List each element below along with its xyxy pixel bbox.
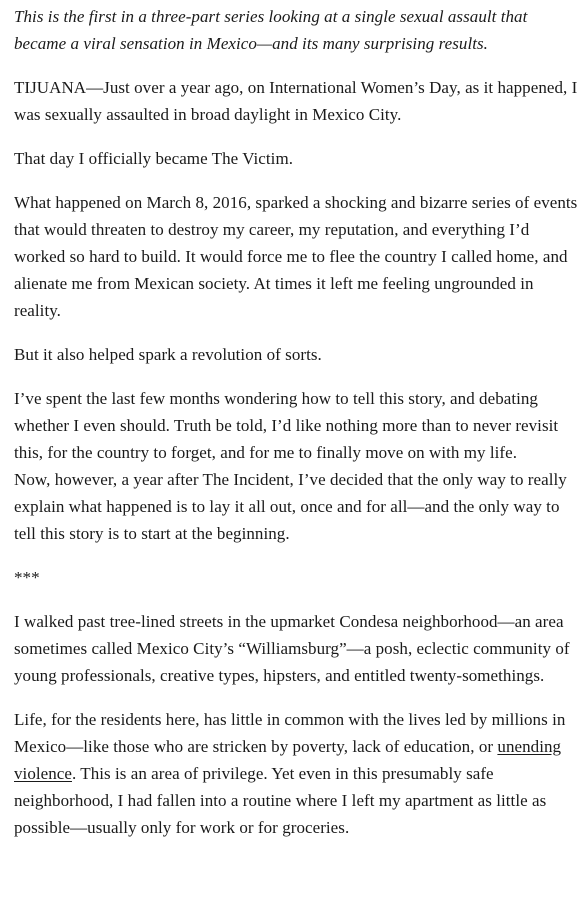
- unending-violence-link[interactable]: unending violence: [14, 737, 562, 783]
- paragraph-dateline: TIJUANA—Just over a year ago, on International Women’s Day, as it happened, I was sexually assaulted in broad daylight in Mexico City.: [14, 78, 578, 124]
- series-intro: This is the first in a three-part series looking at a single sexual assault that became a viral sensation in Mexico—and its many surprising results.: [14, 7, 528, 53]
- paragraph: But it also helped spark a revolution of sorts.: [14, 345, 322, 364]
- paragraph-text: . This is an area of privilege. Yet even in this presumably safe neighborhood, I had fallen into a routine where I left my apartment as little as possible—usually only for work or for groceries.: [14, 764, 547, 837]
- paragraph: What happened on March 8, 2016, sparked a shocking and bizarre series of events that would threaten to destroy my career, my reputation, and everything I’d worked so hard to build. It would force me to flee the country I called home, and alienate me from Mexican society. At times it left me feeling ungrounded in reality.: [14, 193, 578, 320]
- paragraph: I’ve spent the last few months wondering how to tell this story, and debating whether I even should. Truth be told, I’d like nothing more than to never revisit this, for the country to forget, and for me to finally move on with my life.: [14, 389, 559, 462]
- paragraph: Now, however, a year after The Incident, I’ve decided that the only way to really explain what happened is to lay it all out, once and for all—and the only way to tell this story is to start at the beginning.: [14, 470, 567, 543]
- paragraph: [14, 706, 583, 841]
- section-separator: ***: [14, 568, 40, 587]
- paragraph-text: Life, for the residents here, has little in common with the lives led by millions in Mexico—like those who are stricken by poverty, lack of education, or: [14, 710, 566, 756]
- paragraph: I walked past tree-lined streets in the upmarket Condesa neighborhood—an area sometimes called Mexico City’s “Williamsburg”—a posh, eclectic community of young professionals, creative types, hipsters, and entitled twenty-somethings.: [14, 612, 570, 685]
- paragraph: That day I officially became The Victim.: [14, 149, 294, 168]
